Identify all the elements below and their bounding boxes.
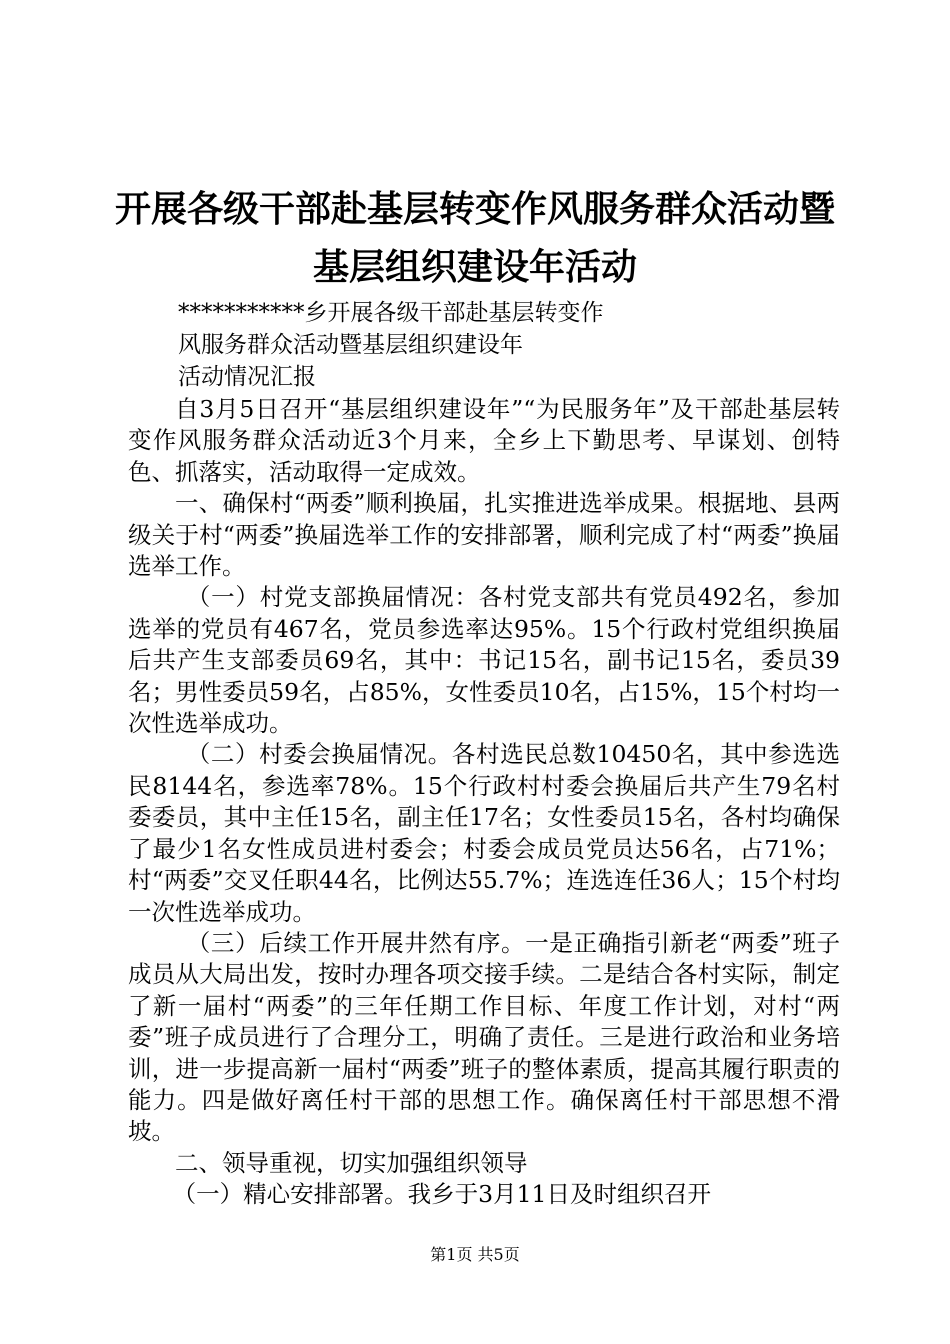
body-paragraph-subsection-3: （三）后续工作开展井然有序。一是正确指引新老“两委”班子成员从大局出发，按时办理各项交接手续。二是结合各村实际，制定了新一届村“两委”的三年任期工作目标、年度工作计划，对村“两委”班子成员进行了合理分工，明确了责任。三是进行政治和业务培训，进一步提高新一届村“两委”班子的整体素质，提高其履行职责的能力。四是做好离任村干部的思想工作。确保离任村干部思想不滑坡。	[128, 928, 840, 1146]
report-subtitle-line-1: ***********乡开展各级干部赴基层转变作	[178, 300, 604, 326]
body-paragraph-subsection-2: （二）村委会换届情况。各村选民总数10450名，其中参选选民8144名，参选率78%。15个行政村村委会换届后共产生79名村委委员，其中主任15名，副主任17名；女性委员15名，各村均确保了最少1名女性成员进村委会；村委会成员党员达56名，占71%；村“两委”交叉任职44名，比例达55.7%；连选连任36人；15个村均一次性选举成功。	[128, 740, 840, 926]
document-body	[128, 394, 840, 1211]
page-number-footer: 第1页 共5页	[430, 1245, 520, 1264]
report-subtitle-line-3: 活动情况汇报	[178, 364, 316, 390]
report-subtitle-line-2: 风服务群众活动暨基层组织建设年	[178, 332, 523, 358]
body-paragraph-section-2-item-1: （一）精心安排部署。我乡于3月11日及时组织召开	[172, 1180, 711, 1209]
document-title-line-1: 开展各级干部赴基层转变作风服务群众活动暨	[114, 189, 835, 230]
body-paragraph-intro: 自3月5日召开“基层组织建设年”“为民服务年”及干部赴基层转变作风服务群众活动近3个月来，全乡上下勤思考、早谋划、创特色、抓落实，活动取得一定成效。	[128, 395, 840, 486]
body-paragraph-section-2: 二、领导重视，切实加强组织领导	[175, 1148, 528, 1177]
document-title-line-2: 基层组织建设年活动	[312, 247, 637, 288]
body-paragraph-subsection-1: （一）村党支部换届情况：各村党支部共有党员492名，参加选举的党员有467名，党员参选率达95%。15个行政村党组织换届后共产生支部委员69名，其中：书记15名，副书记15名，委员39名；男性委员59名，占85%，女性委员10名，占15%，15个村均一次性选举成功。	[128, 583, 840, 738]
body-paragraph-section-1: 一、确保村“两委”顺利换届，扎实推进选举成果。根据地、县两级关于村“两委”换届选举工作的安排部署，顺利完成了村“两委”换届选举工作。	[128, 489, 840, 581]
